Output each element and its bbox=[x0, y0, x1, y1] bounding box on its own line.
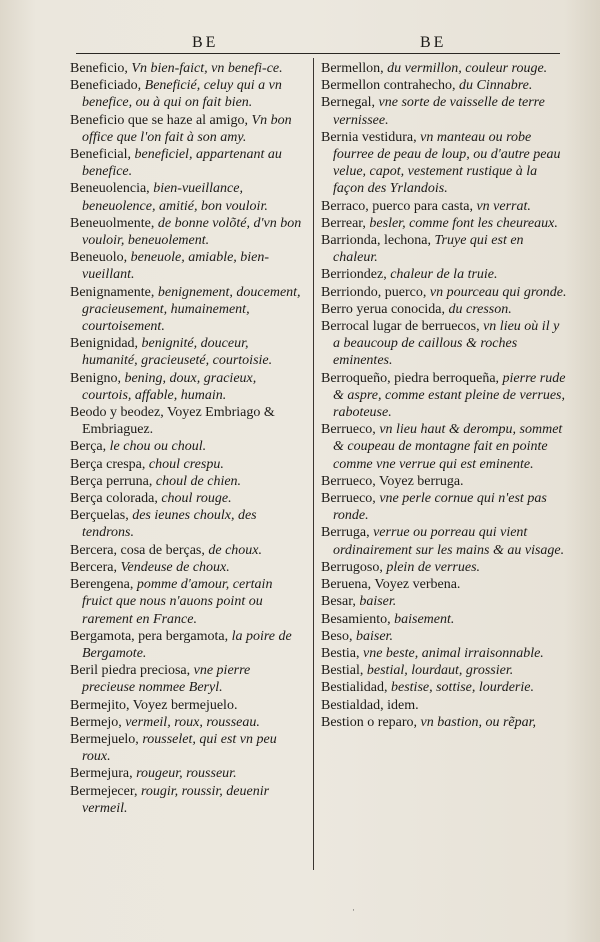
dictionary-entry bbox=[321, 490, 569, 524]
entry-definition: choul de chien. bbox=[155, 473, 242, 489]
dictionary-entry bbox=[70, 284, 306, 336]
entry-headword: Besar, bbox=[321, 594, 360, 610]
entry-headword: Berrueco, Voyez berruga. bbox=[321, 473, 464, 489]
entry-definition: Vn bon office que l'on fait à son amy. bbox=[82, 112, 292, 145]
header-rule bbox=[76, 53, 560, 54]
entry-definition: vn pourceau qui gronde. bbox=[429, 284, 567, 300]
entry-headword: Berrugoso, bbox=[321, 559, 387, 575]
dictionary-entry bbox=[70, 783, 306, 817]
entry-headword: Berrear, bbox=[321, 215, 370, 231]
dictionary-entry bbox=[321, 697, 569, 714]
entry-definition: du cresson. bbox=[448, 301, 512, 317]
entry-definition: vn bastion, ou rẽpar, bbox=[420, 714, 537, 730]
entry-headword: Berriondo, puerco, bbox=[321, 284, 430, 300]
entry-headword: Berengena, bbox=[70, 577, 137, 593]
entry-headword: Berça colorada, bbox=[70, 491, 162, 507]
entry-headword: Bermejo, bbox=[70, 714, 126, 730]
dictionary-entry bbox=[70, 112, 306, 146]
entry-headword: Berro yerua conocida, bbox=[321, 301, 449, 317]
entry-headword: Berçuelas, bbox=[70, 508, 133, 524]
dictionary-entry bbox=[321, 301, 569, 318]
dictionary-entry bbox=[321, 645, 569, 662]
entry-definition: bien-vueillance, beneuolence, amitié, bon vouloir. bbox=[82, 181, 268, 214]
entry-definition: vermeil, roux, rousseau. bbox=[125, 714, 260, 730]
entry-definition: bestise, sottise, lourderie. bbox=[391, 680, 534, 696]
entry-definition: Vn bien-faict, vn benefi-ce. bbox=[131, 61, 283, 76]
dictionary-entry bbox=[70, 60, 306, 77]
entry-headword: Bermejito, Voyez bermejuelo. bbox=[70, 697, 238, 713]
entry-headword: Beneficio, bbox=[70, 61, 132, 76]
entry-definition: rousselet, qui est vn peu roux. bbox=[82, 731, 277, 765]
entry-headword: Berça, bbox=[70, 439, 110, 455]
entry-headword: Benignidad, bbox=[70, 336, 142, 352]
entry-definition: baiser. bbox=[359, 594, 397, 610]
entry-headword: Berraco, puerco para casta, bbox=[321, 198, 477, 214]
entry-headword: Bestia, bbox=[321, 645, 363, 661]
dictionary-entry bbox=[321, 559, 569, 576]
entry-definition: du Cinnabre. bbox=[459, 78, 533, 94]
entry-headword: Beruena, Voyez verbena. bbox=[321, 577, 461, 593]
dictionary-entry bbox=[321, 232, 569, 266]
entry-definition: rougir, roussir, deuenir vermeil. bbox=[82, 783, 270, 816]
dictionary-entry bbox=[70, 438, 306, 455]
entry-definition: beneficiel, appartenant au benefice. bbox=[82, 147, 282, 180]
dictionary-entry bbox=[70, 180, 306, 214]
entry-definition: vne sorte de vaisselle de terre vernissee. bbox=[333, 95, 545, 128]
entry-definition: bening, doux, gracieux, courtois, affable, humain. bbox=[82, 370, 257, 403]
entry-definition: le chou ou choul. bbox=[109, 439, 207, 455]
dictionary-entry bbox=[321, 215, 569, 232]
dictionary-entry bbox=[321, 94, 569, 128]
dictionary-entry bbox=[70, 731, 306, 765]
entry-headword: Bestialdad, idem. bbox=[321, 697, 419, 713]
entry-headword: Besamiento, bbox=[321, 611, 395, 627]
entry-definition: Vendeuse de choux. bbox=[120, 559, 230, 575]
entry-definition: vn lieu haut & derompu, sommet & coupeau de montagne fait en pointe comme vne verrue qui est eminente. bbox=[333, 422, 563, 472]
left-column bbox=[70, 60, 306, 817]
entry-definition: Truye qui est en chaleur. bbox=[333, 233, 524, 266]
entry-definition: vn lieu où il y a beaucoup de caillous & roches eminentes. bbox=[333, 319, 560, 369]
dictionary-entry bbox=[70, 370, 306, 404]
entry-headword: Benigno, bbox=[70, 370, 125, 386]
entry-definition: de bonne volõté, d'vn bon vouloir, beneuolement. bbox=[82, 215, 302, 249]
dictionary-entry bbox=[70, 215, 306, 249]
entry-headword: Berrueco, bbox=[321, 491, 380, 507]
entry-headword: Beodo y beodez, Voyez Embriago & Embriaguez. bbox=[70, 405, 275, 438]
entry-definition: pierre rude & aspre, comme estant pleine de verrues, raboteuse. bbox=[333, 370, 566, 421]
dictionary-entry bbox=[321, 679, 569, 696]
dictionary-entry bbox=[321, 593, 569, 610]
entry-definition: des ieunes choulx, des tendrons. bbox=[82, 508, 257, 541]
entry-headword: Bercera, cosa de berças, bbox=[70, 542, 209, 558]
entry-definition: choul crespu. bbox=[148, 456, 224, 472]
dictionary-entry bbox=[321, 421, 569, 473]
dictionary-entry bbox=[70, 662, 306, 696]
dictionary-entry bbox=[321, 611, 569, 628]
dictionary-entry bbox=[70, 542, 306, 559]
dictionary-entry bbox=[70, 473, 306, 490]
entry-headword: Bermejura, bbox=[70, 766, 137, 782]
entry-definition: vn verrat. bbox=[476, 198, 531, 214]
header-right: BE bbox=[420, 34, 447, 51]
entry-definition: rougeur, rousseur. bbox=[136, 766, 237, 782]
entry-headword: Benignamente, bbox=[70, 284, 158, 300]
entry-headword: Beneficiado, bbox=[70, 78, 145, 94]
entry-headword: Berruga, bbox=[321, 525, 374, 541]
dictionary-entry bbox=[70, 249, 306, 283]
entry-definition: verrue ou porreau qui vient ordinairement sur les mains & au visage. bbox=[333, 525, 565, 558]
entry-headword: Beneficio que se haze al amigo, bbox=[70, 112, 252, 128]
entry-headword: Berriondez, bbox=[321, 267, 391, 283]
dictionary-entry bbox=[70, 576, 306, 628]
dictionary-entry bbox=[321, 60, 569, 77]
entry-headword: Berrueco, bbox=[321, 422, 380, 438]
dictionary-entry bbox=[70, 335, 306, 369]
dictionary-entry bbox=[321, 524, 569, 558]
dictionary-entry bbox=[321, 662, 569, 679]
entry-headword: Bermejecer, bbox=[70, 783, 141, 799]
entry-headword: Bermejuelo, bbox=[70, 731, 143, 747]
dictionary-entry bbox=[70, 77, 306, 111]
entry-headword: Beso, bbox=[321, 628, 356, 644]
entry-definition: baisement. bbox=[394, 611, 455, 627]
dictionary-entry bbox=[321, 473, 569, 490]
entry-headword: Beneuolo, bbox=[70, 250, 131, 266]
entry-headword: Bernegal, bbox=[321, 95, 379, 111]
entry-headword: Bestion o reparo, bbox=[321, 714, 421, 730]
entry-headword: Berrocal lugar de berruecos, bbox=[321, 319, 484, 335]
entry-definition: vn manteau ou robe fourree de peau de loup, ou d'autre peau velue, capot, vestement rustique à la façon des Yrlandois. bbox=[333, 129, 561, 197]
dictionary-entry bbox=[70, 146, 306, 180]
dictionary-entry bbox=[321, 266, 569, 283]
entry-headword: Bermellon contrahecho, bbox=[321, 78, 460, 94]
dictionary-entry bbox=[321, 318, 569, 370]
dictionary-entry bbox=[321, 714, 569, 731]
dictionary-entry bbox=[321, 198, 569, 215]
entry-definition: vne pierre precieuse nommee Beryl. bbox=[82, 663, 251, 696]
header-left: BE bbox=[192, 34, 219, 51]
dictionary-entry bbox=[321, 284, 569, 301]
entry-definition: du vermillon, couleur rouge. bbox=[387, 61, 548, 76]
entry-headword: Bestial, bbox=[321, 663, 367, 679]
entry-definition: beneuole, amiable, bien-vueillant. bbox=[82, 250, 270, 283]
entry-headword: Beneuolencia, bbox=[70, 181, 154, 197]
entry-headword: Bestialidad, bbox=[321, 680, 391, 696]
right-column bbox=[321, 60, 569, 731]
dictionary-entry bbox=[321, 129, 569, 198]
footer-mark: · bbox=[352, 905, 355, 915]
entry-definition: besler, comme font les cheureaux. bbox=[369, 215, 558, 231]
entry-headword: Berça perruna, bbox=[70, 473, 156, 489]
dictionary-entry bbox=[70, 697, 306, 714]
entry-definition: vne perle cornue qui n'est pas ronde. bbox=[333, 491, 547, 524]
entry-definition: bestial, lourdaut, grossier. bbox=[366, 663, 514, 679]
entry-definition: chaleur de la truie. bbox=[390, 267, 498, 283]
dictionary-entry bbox=[321, 628, 569, 645]
dictionary-entry bbox=[70, 456, 306, 473]
entry-definition: plein de verrues. bbox=[386, 559, 481, 575]
entry-definition: baiser. bbox=[356, 628, 393, 644]
entry-headword: Berça crespa, bbox=[70, 456, 149, 472]
entry-definition: benignement, doucement, gracieusement, humainement, courtoisement. bbox=[82, 284, 301, 335]
dictionary-entry bbox=[70, 490, 306, 507]
entry-definition: pomme d'amour, certain fruict que nous n'auons point ou rarement en France. bbox=[82, 577, 273, 627]
entry-headword: Bermellon, bbox=[321, 61, 388, 76]
entry-headword: Beneuolmente, bbox=[70, 215, 158, 231]
entry-headword: Barrionda, lechona, bbox=[321, 233, 435, 249]
dictionary-entry bbox=[321, 576, 569, 593]
dictionary-entry bbox=[321, 370, 569, 422]
dictionary-entry bbox=[70, 559, 306, 576]
entry-definition: vne beste, animal irraisonnable. bbox=[363, 645, 544, 661]
entry-definition: benignité, douceur, humanité, gracieuseté, courtoisie. bbox=[82, 336, 273, 369]
dictionary-entry bbox=[70, 628, 306, 662]
entry-headword: Bercera, bbox=[70, 559, 121, 575]
column-divider bbox=[313, 58, 314, 870]
entry-definition: de choux. bbox=[208, 542, 263, 558]
entry-headword: Bergamota, pera bergamota, bbox=[70, 628, 232, 644]
entry-headword: Beneficial, bbox=[70, 147, 135, 163]
dictionary-entry bbox=[70, 507, 306, 541]
dictionary-entry bbox=[70, 765, 306, 782]
dictionary-entry bbox=[70, 404, 306, 438]
entry-headword: Berroqueño, piedra berroqueña, bbox=[321, 370, 503, 386]
entry-headword: Beril piedra preciosa, bbox=[70, 663, 194, 679]
entry-definition: choul rouge. bbox=[161, 491, 232, 507]
dictionary-entry bbox=[70, 714, 306, 731]
entry-headword: Bernia vestidura, bbox=[321, 129, 421, 145]
entry-definition: Beneficié, celuy qui a vn benefice, ou à qui on fait bien. bbox=[82, 78, 282, 111]
dictionary-entry bbox=[321, 77, 569, 94]
entry-definition: la poire de Bergamote. bbox=[82, 628, 292, 661]
